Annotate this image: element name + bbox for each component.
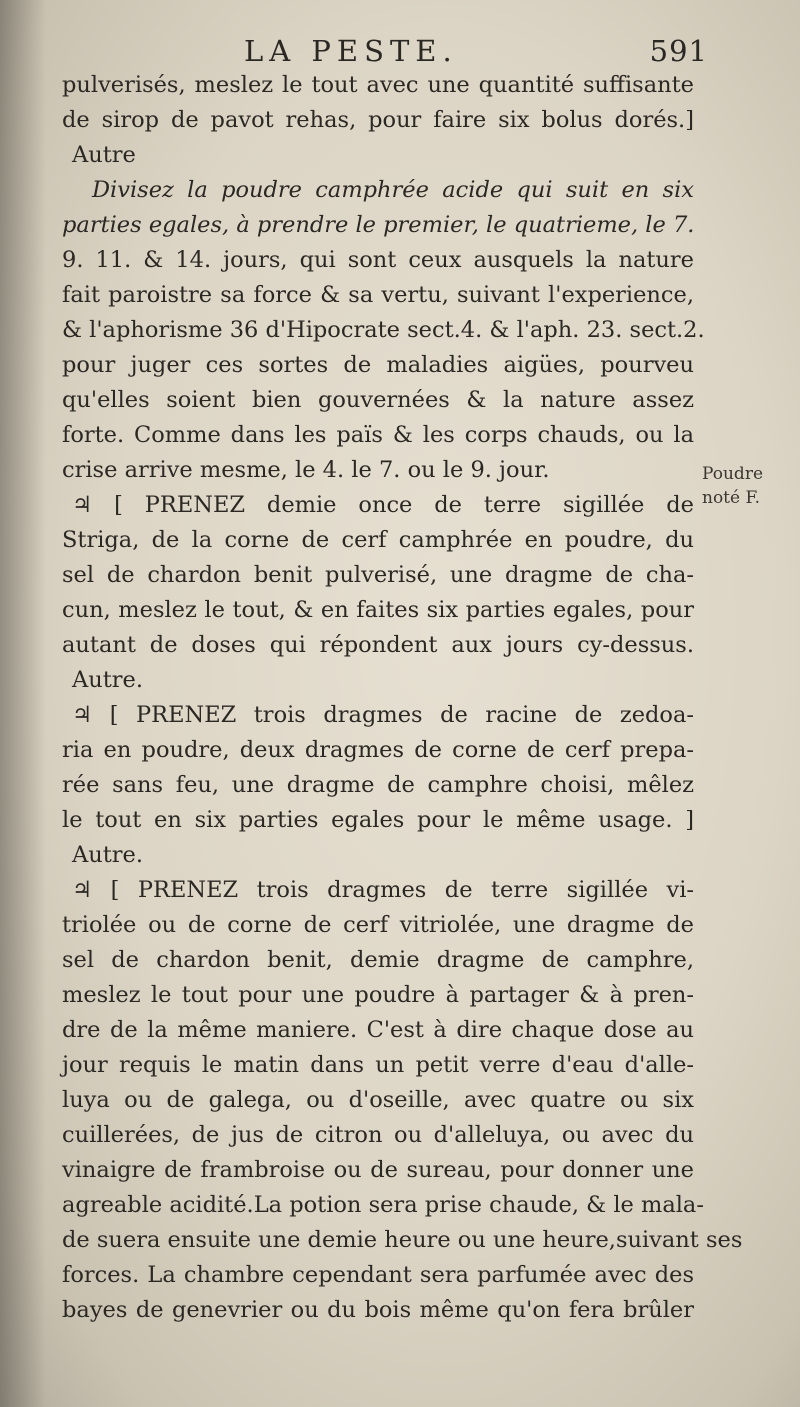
text-line: Striga, de la corne de cerf camphrée en poudre, du <box>62 527 694 553</box>
margin-note-line: noté F. <box>702 488 761 508</box>
text-line: forces. La chambre cependant sera parfumée avec des <box>62 1262 694 1288</box>
section-heading: Autre. <box>72 842 144 868</box>
running-title: LA PESTE. <box>244 34 458 68</box>
text-line: parties egales, à prendre le premier, le quatrieme, le 7. <box>62 212 695 238</box>
text-line: qu'elles soient bien gouvernées & la nature assez <box>62 387 694 413</box>
recipe-line: ♃ [ PRENEZ demie once de terre sigillée de <box>72 492 694 518</box>
text-line: jour requis le matin dans un petit verre d'eau d'alle- <box>62 1052 694 1078</box>
recipe-line: ♃ [ PRENEZ trois dragmes de terre sigillée vi- <box>72 877 694 903</box>
margin-note <box>702 462 794 510</box>
page-number: 591 <box>649 34 708 68</box>
text-line: agreable acidité.La potion sera prise chaude, & le mala- <box>62 1192 704 1218</box>
text-line: pour juger ces sortes de maladies aigües, pourveu <box>62 352 694 378</box>
text-line: cun, meslez le tout, & en faites six parties egales, pour <box>62 597 694 623</box>
text-line: sel de chardon benit, demie dragme de camphre, <box>62 947 694 973</box>
text-line: sel de chardon benit pulverisé, une dragme de cha- <box>62 562 694 588</box>
text-line: autant de doses qui répondent aux jours cy-dessus. <box>62 632 694 658</box>
text-line: Divisez la poudre camphrée acide qui suit en six <box>92 177 694 203</box>
text-line: triolée ou de corne de cerf vitriolée, une dragme de <box>62 912 694 938</box>
text-line: le tout en six parties egales pour le même usage. ] <box>62 807 694 833</box>
text-line: luya ou de galega, ou d'oseille, avec quatre ou six <box>62 1087 694 1113</box>
section-heading: Autre. <box>72 667 144 693</box>
text-line: 9. 11. & 14. jours, qui sont ceux ausquels la nature <box>62 247 694 273</box>
text-line: meslez le tout pour une poudre à partager & à pren- <box>62 982 694 1008</box>
text-line: fait paroistre sa force & sa vertu, suivant l'experience, <box>62 282 694 308</box>
text-line: pulverisés, meslez le tout avec une quantité suffisante <box>62 72 694 98</box>
margin-note-line: Poudre <box>702 464 764 484</box>
text-line: vinaigre de frambroise ou de sureau, pour donner une <box>62 1157 694 1183</box>
text-line: rée sans feu, une dragme de camphre choisi, mêlez <box>62 772 694 798</box>
section-heading: Autre <box>72 142 136 168</box>
text-line: forte. Comme dans les païs & les corps chauds, ou la <box>62 422 694 448</box>
text-line: cuillerées, de jus de citron ou d'alleluya, ou avec du <box>62 1122 694 1148</box>
text-line: bayes de genevrier ou du bois même qu'on fera brûler <box>62 1297 694 1323</box>
recipe-line: ♃ [ PRENEZ trois dragmes de racine de zedoa- <box>72 702 694 728</box>
text-line: de sirop de pavot rehas, pour faire six bolus dorés.] <box>62 107 694 133</box>
text-line: dre de la même maniere. C'est à dire chaque dose au <box>62 1017 694 1043</box>
text-line: crise arrive mesme, le 4. le 7. ou le 9. jour. <box>62 457 550 483</box>
text-line: de suera ensuite une demie heure ou une heure,suivant ses <box>62 1227 743 1253</box>
text-line: & l'aphorisme 36 d'Hipocrate sect.4. & l'aph. 23. sect.2. <box>62 317 705 343</box>
text-line: ria en poudre, deux dragmes de corne de cerf prepa- <box>62 737 694 763</box>
